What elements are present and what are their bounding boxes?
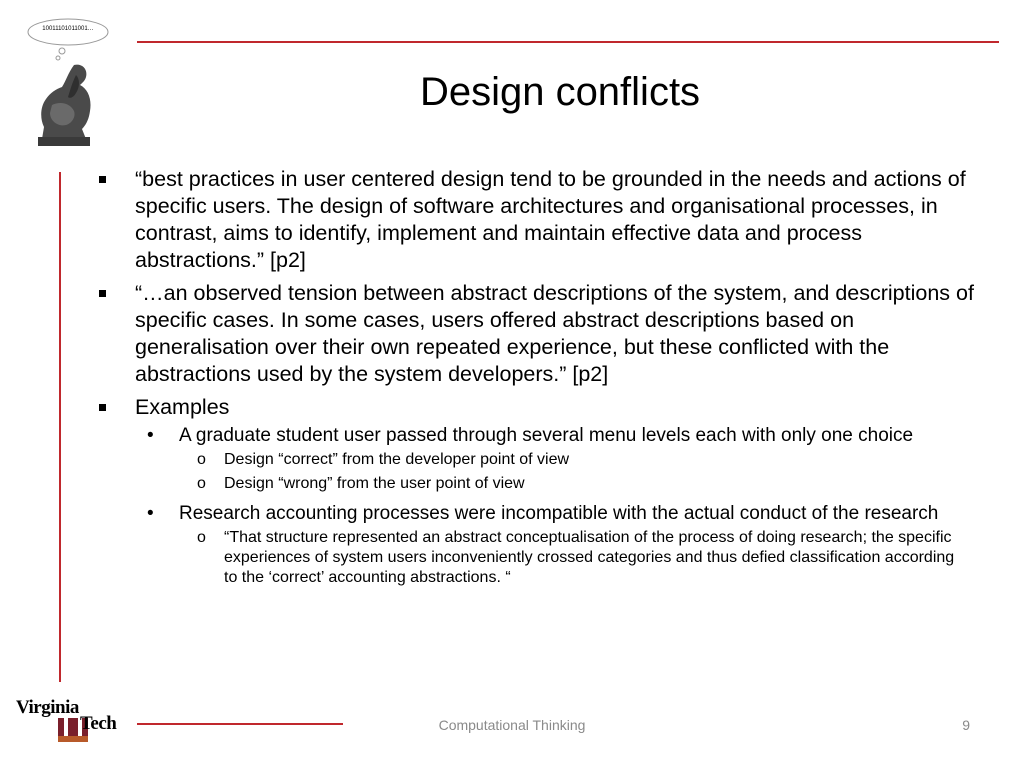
sub-sub-bullet-text: “That structure represented an abstract conceptualisation of the process of doing research; the specific experiences of system users inconveniently crossed categories and thus defied classification according to the ‘correct’ accounting abstractions. “ — [224, 529, 955, 586]
bullet-text: Examples — [135, 395, 230, 419]
bullet-item — [95, 280, 975, 388]
footer-divider — [137, 723, 343, 725]
footer-text: Computational Thinking — [438, 717, 586, 733]
sub-sub-bullet-text: Design “correct” from the developer point of view — [224, 451, 570, 468]
circle-bullet-icon: o — [197, 475, 206, 492]
sub-bullet-text: Research accounting processes were incompatible with the actual conduct of the research — [179, 503, 939, 524]
side-divider — [59, 172, 61, 682]
sub-bullet-text: A graduate student user passed through several menu levels each with only one choice — [179, 425, 914, 446]
square-bullet-icon — [99, 176, 106, 183]
slide-content — [95, 166, 975, 592]
thought-bubble-text: 10011101011001… — [42, 26, 94, 32]
sub-sub-bullet-item — [95, 474, 964, 494]
page-number: 9 — [962, 717, 970, 733]
bullet-text: “…an observed tension between abstract descriptions of the system, and descriptions of specific cases. In some cases, users offered abstract descriptions based on generalisation over their own repeated experience, but these conflicted with the abstractions used by the system developers.” [p2] — [135, 281, 974, 386]
sub-sub-bullet-item — [95, 450, 964, 470]
sub-sub-bullet-item — [95, 528, 964, 588]
sub-bullet-item — [95, 502, 975, 526]
circle-bullet-icon: o — [197, 451, 206, 468]
dot-bullet-icon: • — [147, 425, 154, 446]
sub-sub-bullet-text: Design “wrong” from the user point of view — [224, 475, 525, 492]
square-bullet-icon — [99, 290, 106, 297]
sub-bullet-item — [95, 424, 975, 448]
circle-bullet-icon: o — [197, 529, 206, 546]
slide-title: Design conflicts — [419, 70, 701, 114]
top-divider — [137, 41, 999, 43]
dot-bullet-icon: • — [147, 503, 154, 524]
logo-wordmark-virginia: Virginia — [16, 697, 79, 718]
logo-wordmark-tech: Tech — [80, 713, 117, 734]
square-bullet-icon — [99, 404, 106, 411]
thinker-statue-icon — [22, 15, 114, 150]
bullet-text: “best practices in user centered design tend to be grounded in the needs and actions of specific users. The design of software architectures and organisational processes, in contrast, aims to identify, implement and maintain effective data and process abstractions.” [p2] — [135, 167, 966, 272]
bullet-item — [95, 166, 975, 274]
bullet-item — [95, 394, 975, 421]
